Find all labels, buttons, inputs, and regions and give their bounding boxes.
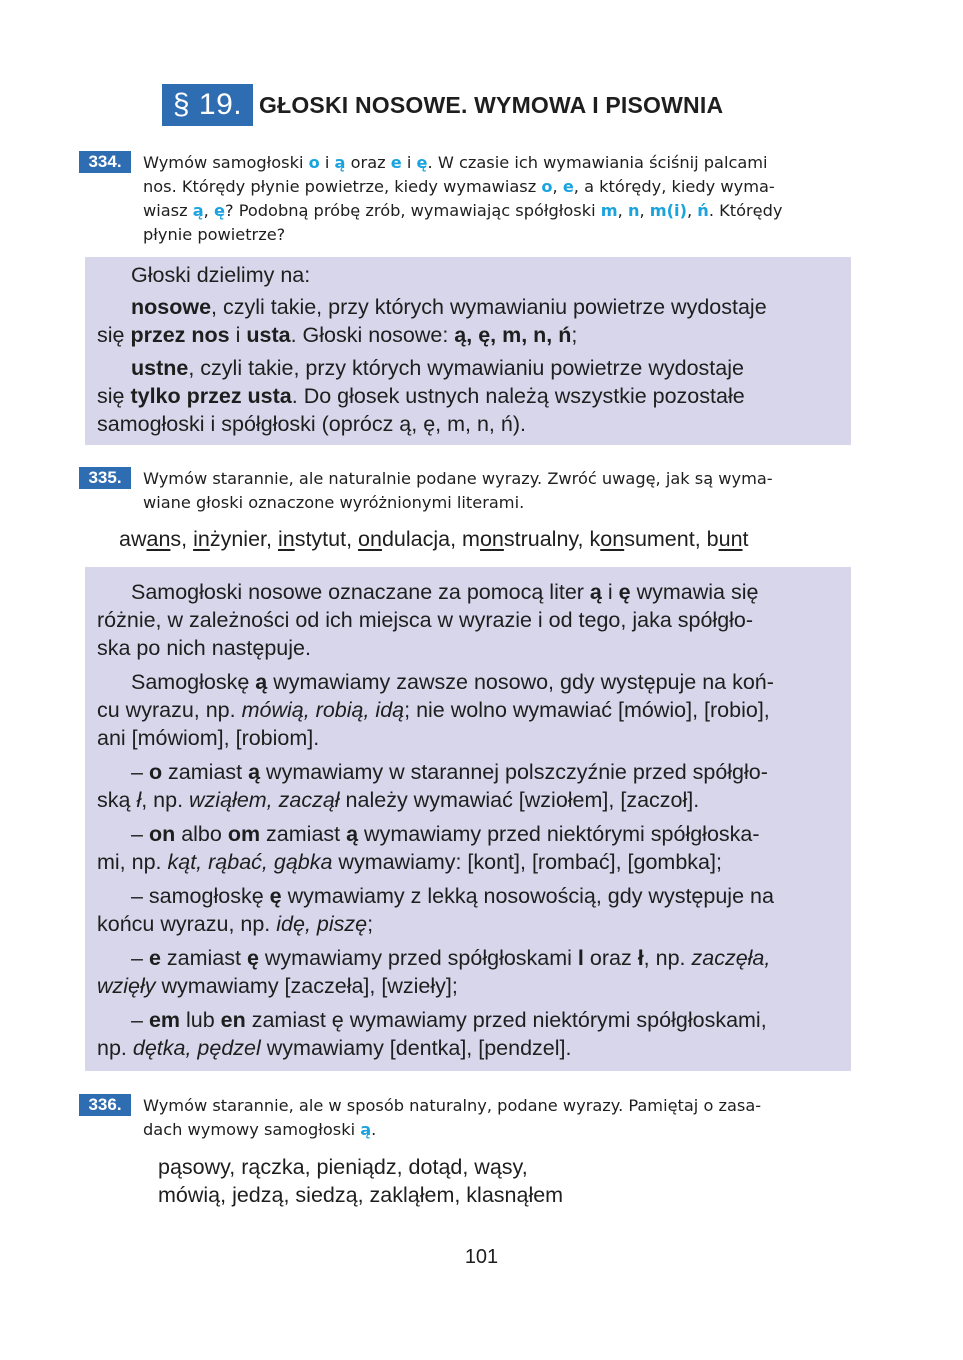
word-list-336-line1: pąsowy, rączka, pieniądz, dotąd, wąsy, bbox=[158, 1155, 528, 1179]
page-number: 101 bbox=[464, 1246, 499, 1268]
task-number-336: 336. bbox=[79, 1094, 131, 1116]
word-list-335: awans, inżynier, instytut, ondulacja, monstrualny, konsument, bunt bbox=[119, 527, 749, 551]
section-number-badge: § 19. bbox=[162, 84, 253, 126]
rule-box-1-text: nosowe, czyli takie, przy których wymawianiu powietrze wydostaje bbox=[131, 295, 767, 319]
task-number-334: 334. bbox=[79, 151, 131, 173]
task-number-335: 335. bbox=[79, 467, 131, 489]
section-title: GŁOSKI NOSOWE. WYMOWA I PISOWNIA bbox=[259, 92, 724, 118]
word-list-336-line2: mówią, jedzą, siedzą, zakląłem, klasnąłem bbox=[158, 1183, 564, 1207]
rule-box-1-intro: Głoski dzielimy na: bbox=[131, 263, 311, 287]
